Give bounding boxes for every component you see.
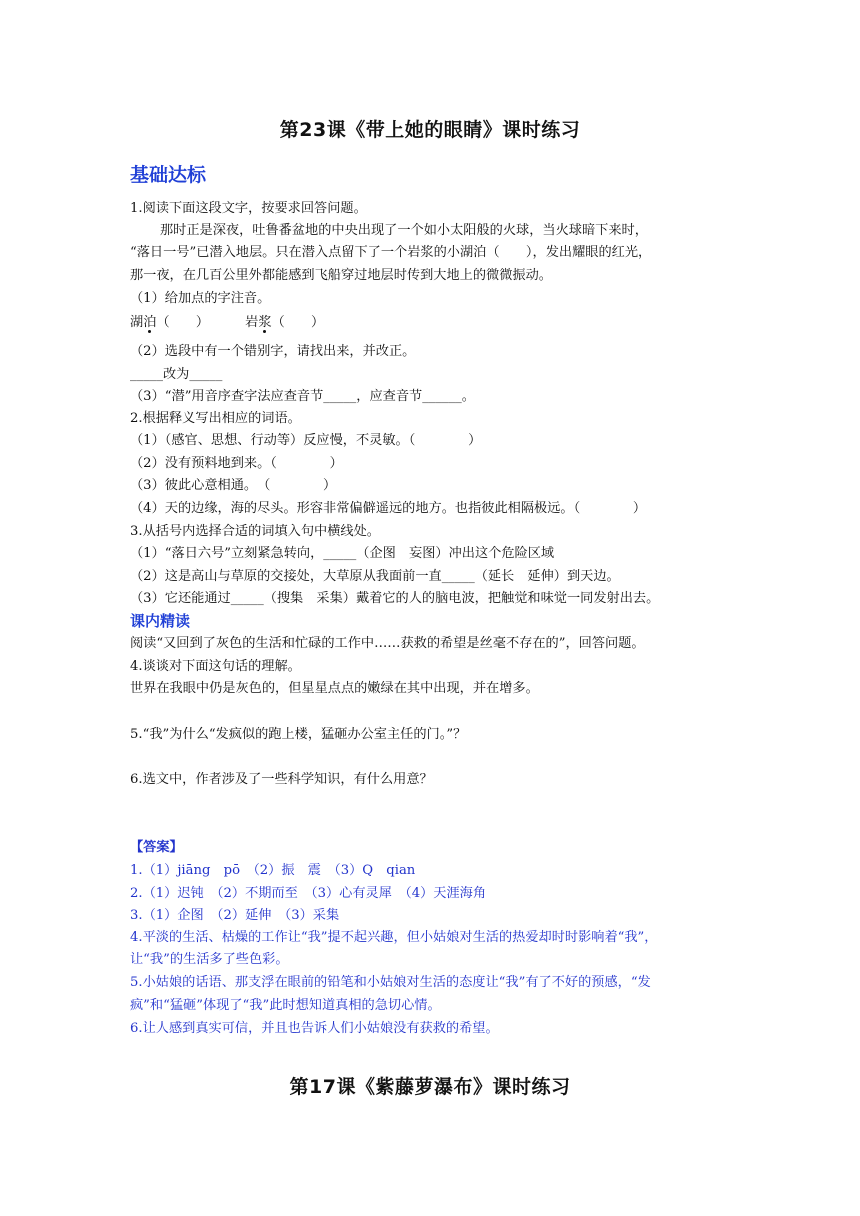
question-4: 4.谈谈对下面这句话的理解。 (130, 659, 301, 674)
question-2-item: （1）（感官、思想、行动等）反应慢，不灵敏。（ ） (130, 433, 482, 448)
question-3-item: （2）这是高山与草原的交接处，大草原从我面前一直_____（延长 延伸）到天边。 (130, 569, 620, 584)
next-lesson-title: 第17课《紫藤萝瀑布》课时练习 (289, 1076, 571, 1098)
question-2-item: （3）彼此心意相通。 （ ） (130, 478, 337, 493)
question-2-item: （4）天的边缘，海的尽头。形容非常偏僻遥远的地方。也指彼此相隔极远。（ ） (130, 501, 647, 516)
answer-line: 6.让人感到真实可信，并且也告诉人们小姑娘没有获救的希望。 (130, 1021, 499, 1036)
answer-blank: （ ） (156, 315, 210, 330)
question-1-1: （1）给加点的字注音。 (130, 291, 271, 306)
question-4-quote: 世界在我眼中仍是灰色的，但星星点点的嫩绿在其中出现，并在增多。 (130, 681, 539, 696)
question-1: 1.阅读下面这段文字，按要求回答问题。 (130, 201, 367, 216)
answer-line: 2.（1）迟钝 （2）不期而至 （3）心有灵犀 （4）天涯海角 (130, 886, 487, 901)
answer-line: 1.（1）jiāng pō （2）振 震 （3）Q qian (130, 863, 416, 878)
section-heading-reading: 课内精读 (130, 612, 191, 630)
dotted-char: 泊 (143, 315, 157, 330)
question-6: 6.选文中，作者涉及了一些科学知识，有什么用意？ (130, 772, 433, 787)
answer-blank: （ ） (271, 315, 325, 330)
answer-heading: 【答案】 (130, 840, 183, 855)
pinyin-line (130, 312, 740, 334)
answer-line: 让“我”的生活多了些色彩。 (130, 952, 289, 967)
question-2-item: （2）没有预料地到来。（ ） (130, 456, 343, 471)
question-3-item: （3）它还能通过_____（搜集 采集）戴着它的人的脑电波，把触觉和味觉一同发射出去。 (130, 591, 660, 606)
question-3-item: （1）“落日六号”立刻紧急转向，_____（企图 妄图）冲出这个危险区域 (130, 546, 555, 561)
word-char: 湖 (130, 315, 144, 330)
word-char: 岩 (245, 315, 259, 330)
answer-line: 5.小姑娘的话语、那支浮在眼前的铅笔和小姑娘对生活的态度让“我”有了不好的预感，“发 (130, 975, 651, 990)
passage-line: “落日一号”已潜入地层。只在潜入点留下了一个岩浆的小湖泊（ ），发出耀眼的红光， (130, 245, 652, 260)
section-heading-basic: 基础达标 (130, 164, 207, 186)
answer-line: 疯”和“猛砸”体现了“我”此时想知道真相的急切心情。 (130, 998, 441, 1013)
blank-line: _____改为_____ (130, 367, 223, 382)
question-1-2: （2）选段中有一个错别字，请找出来，并改正。 (130, 344, 416, 359)
answer-line: 3.（1）企图 （2）延伸 （3）采集 (130, 908, 340, 923)
lesson-title: 第23课《带上她的眼睛》课时练习 (279, 119, 581, 141)
question-3: 3.从括号内选择合适的词填入句中横线处。 (130, 524, 380, 539)
question-5: 5.“我”为什么“发疯似的跑上楼，猛砸办公室主任的门。”？ (130, 727, 467, 742)
passage-line: 那时正是深夜，吐鲁番盆地的中央出现了一个如小太阳般的火球，当火球暗下来时， (160, 223, 648, 238)
dotted-char: 浆 (258, 315, 272, 330)
question-2: 2.根据释义写出相应的词语。 (130, 411, 301, 426)
reading-intro: 阅读“又回到了灰色的生活和忙碌的工作中……获救的希望是丝毫不存在的”，回答问题。 (130, 636, 645, 651)
answer-line: 4.平淡的生活、枯燥的工作让“我”提不起兴趣，但小姑娘对生活的热爱却时时影响着“我”， (130, 930, 658, 945)
passage-line: 那一夜，在几百公里外都能感到飞船穿过地层时传到大地上的微微振动。 (130, 268, 552, 283)
question-1-3: （3）“潜”用音序查字法应查音节_____，应查音节______。 (130, 389, 475, 404)
